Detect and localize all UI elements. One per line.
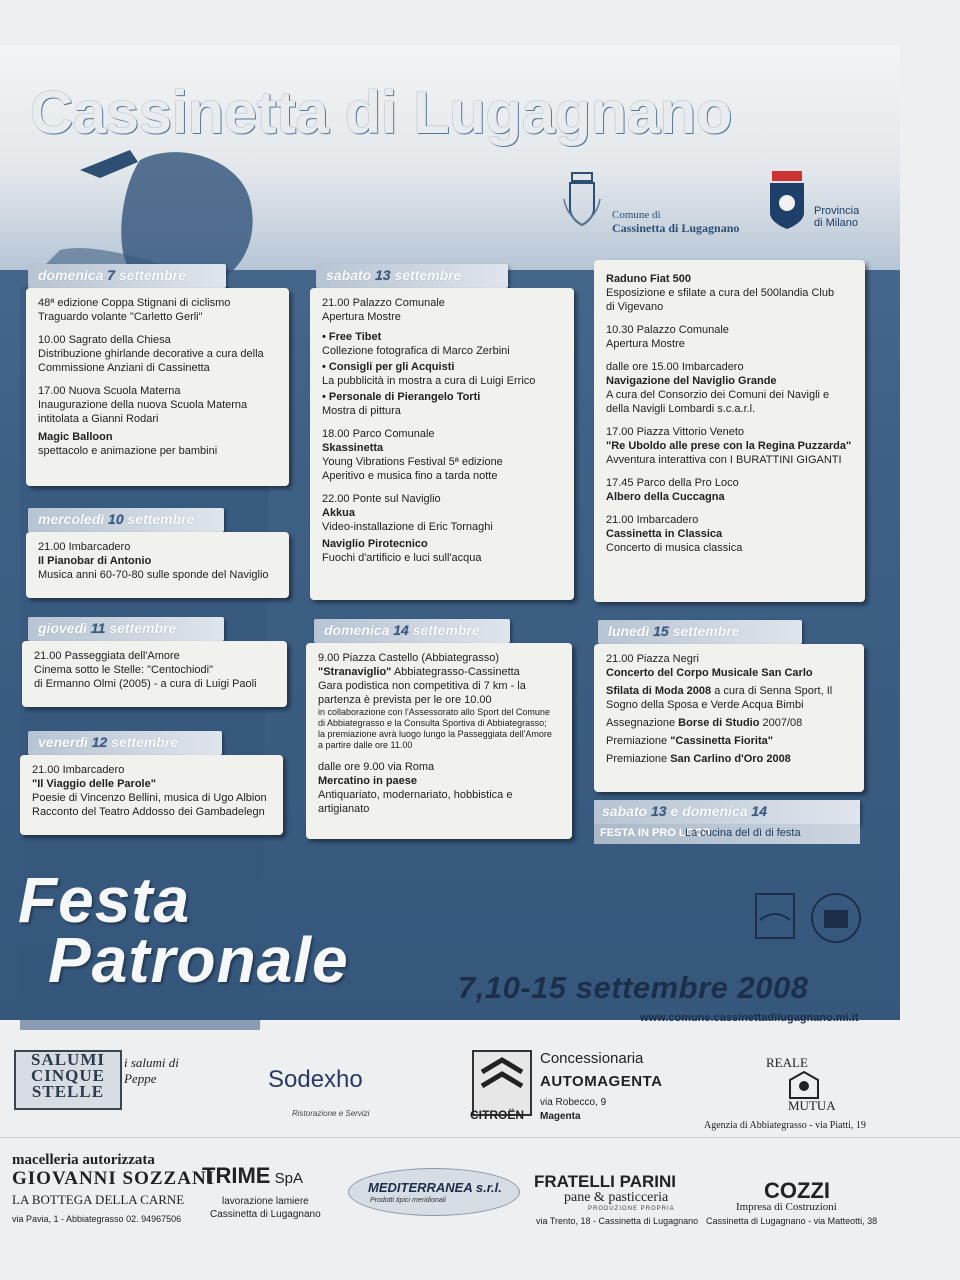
event-line: Esposizione e sfilate a cura del 500landia Club	[606, 287, 835, 299]
event-head: "Re Uboldo alle prese con la Regina Puzzarda"	[606, 440, 852, 452]
event-line: 17.00 Piazza Vittorio Veneto	[606, 426, 745, 438]
event-head: Raduno Fiat 500	[606, 273, 691, 285]
event-line: artigianato	[318, 803, 370, 815]
day-label: domenica	[324, 622, 390, 638]
mediterranea-sub: Prodotti tipici meridionali	[370, 1197, 446, 1204]
program-box-sab13	[310, 288, 574, 600]
macelleria-text: macelleria autorizzata	[12, 1152, 155, 1168]
produzione-text: PRODUZIONE PROPRIA	[588, 1206, 675, 1212]
day-number: 15	[653, 623, 669, 639]
sodexho-sub: Ristorazione e Servizi	[292, 1109, 370, 1118]
program-box-gio11	[22, 641, 287, 707]
mutua-text: MUTUA	[788, 1098, 836, 1113]
automagenta-address: via Robecco, 9	[540, 1097, 607, 1108]
day-number: 12	[91, 734, 108, 750]
comune-line2: Cassinetta di Lugagnano	[612, 221, 740, 235]
event-line: 48ª edizione Coppa Stignani di ciclismo	[38, 297, 231, 309]
event	[322, 296, 564, 324]
event-head: Magic Balloon	[38, 431, 113, 443]
event-line: Mostra di pittura	[322, 405, 401, 417]
event-head: Mercatino in paese	[318, 775, 418, 787]
event-line: Cinema sotto le Stelle: "Centochiodi"	[34, 664, 214, 676]
event-line: Traguardo volante "Carletto Gerli"	[38, 311, 203, 323]
event-line: di Vigevano	[606, 301, 664, 313]
event-head: Naviglio Pirotecnico	[322, 538, 428, 550]
event-line: Gara podistica non competitiva di 7 km - la	[318, 680, 526, 692]
event-line: Sogno della Sposa e Verde Acqua Bimbi	[606, 699, 804, 711]
event-head: Albero della Cuccagna	[606, 491, 725, 503]
event	[606, 476, 855, 504]
event-head: • Free Tibet	[322, 330, 564, 344]
event	[606, 272, 855, 314]
event-line: 21.00 Imbarcadero	[32, 764, 125, 776]
event-line: partenza è prevista per le ore 10.00	[318, 694, 492, 706]
pro-loco-row	[594, 824, 860, 844]
event	[606, 734, 854, 748]
event-head: "Stranaviglio"	[318, 666, 392, 678]
event-line: 10.30 Palazzo Comunale	[606, 324, 729, 336]
event-line: 9.00 Piazza Castello (Abbiategrasso)	[318, 652, 499, 664]
day-label: mercoledì	[38, 511, 105, 527]
day-header-dom7	[28, 264, 226, 288]
day-month: settembre	[109, 620, 177, 636]
program-box-dom14	[306, 643, 572, 839]
event-line: Distribuzione ghirlande decorative a cura della	[38, 348, 264, 360]
event	[322, 537, 564, 565]
event	[38, 384, 279, 426]
reale-crest-icon	[784, 1070, 824, 1100]
event-line: Collezione fotografica di Marco Zerbini	[322, 345, 510, 357]
day-header-gio11	[28, 617, 224, 641]
day-number: 13	[375, 267, 391, 283]
event-head: "Il Viaggio delle Parole"	[32, 778, 156, 790]
day-number: 14	[751, 803, 767, 819]
automagenta-city: Magenta	[540, 1111, 581, 1122]
cozzi-sub: Impresa di Costruzioni	[736, 1201, 837, 1213]
event	[322, 492, 564, 534]
event	[318, 651, 562, 707]
fratelli-parini-text: FRATELLI PARINI	[534, 1172, 676, 1191]
reale-agency: Agenzia di Abbiategrasso - via Piatti, 19	[704, 1120, 866, 1131]
event-head: Cassinetta in Classica	[606, 528, 723, 540]
event-head: Sfilata di Moda 2008	[606, 685, 712, 697]
event-line: Young Vibrations Festival 5ª edizione	[322, 456, 503, 468]
event	[322, 427, 564, 483]
salumi-logo	[14, 1050, 122, 1110]
day-month: settembre	[127, 511, 195, 527]
event	[606, 323, 855, 351]
salumi-text: SALUMI	[30, 1050, 105, 1069]
day-header-lun15	[598, 620, 802, 644]
pro-loco-event: FESTA IN PRO LOCO	[600, 827, 711, 839]
day-month: settembre	[111, 734, 179, 750]
provincia-text	[814, 205, 859, 229]
day-header-dom14	[314, 619, 510, 643]
event-line: Racconto del Teatro Addosso dei Gambadelegn	[32, 806, 265, 818]
day-label: sabato	[326, 267, 372, 283]
day-month: settembre	[672, 623, 740, 639]
pro-loco-desc: La cucina del dì di festa	[685, 827, 801, 839]
event-note	[318, 707, 562, 751]
library-logos	[752, 880, 872, 960]
trime-line3: Cassinetta di Lugagnano	[210, 1209, 321, 1220]
program-box-sab13-cont	[594, 260, 865, 602]
event-line: Poesie di Vincenzo Bellini, musica di Ugo Albion	[32, 792, 267, 804]
website-url[interactable]: www.comune.cassinettadilugagnano.mi.it	[640, 1012, 859, 1024]
event-line: Antiquariato, modernariato, hobbistica e	[318, 789, 513, 801]
event-line: Concerto di musica classica	[606, 542, 743, 554]
event-head: Concerto del Corpo Musicale San Carlo	[606, 667, 813, 679]
cozzi-address: Cassinetta di Lugagnano - via Matteotti, 38	[706, 1216, 878, 1226]
event-line: 21.00 Piazza Negri	[606, 653, 699, 665]
event-line: Fuochi d'artificio e luci sull'acqua	[322, 552, 482, 564]
day-month: settembre	[412, 622, 480, 638]
day-header-sab13	[316, 264, 508, 288]
sponsor-divider	[0, 1137, 960, 1138]
event-line: Inaugurazione della nuova Scuola Materna	[38, 399, 248, 411]
trime-line2: lavorazione lamiere	[222, 1196, 309, 1207]
pro-loco-header	[594, 800, 860, 824]
comune-crest-icon	[562, 169, 602, 227]
day-header-ven12	[28, 731, 222, 755]
day-month: settembre	[118, 267, 186, 283]
day-label: venerdì	[38, 734, 88, 750]
salumi-text: STELLE	[31, 1082, 105, 1101]
event-line: Video-installazione di Eric Tornaghi	[322, 521, 493, 533]
event	[606, 360, 855, 416]
event-line: La pubblicità in mostra a cura di Luigi Errico	[322, 375, 536, 387]
program-box-ven12	[20, 755, 283, 835]
macelleria-address: via Pavia, 1 - Abbiategrasso 02. 94967506	[12, 1214, 182, 1224]
program-box-mer10	[26, 532, 289, 598]
event-line: 18.00 Parco Comunale	[322, 428, 435, 440]
event-head: "Cassinetta Fiorita"	[670, 735, 773, 747]
sodexho-logo: Sodexho	[268, 1066, 363, 1093]
event	[322, 390, 564, 418]
event-head: San Carlino d'Oro 2008	[670, 753, 791, 765]
event	[322, 360, 564, 388]
program-box-dom7	[26, 288, 289, 486]
day-number: 10	[108, 511, 124, 527]
event-head: Il Pianobar di Antonio	[38, 555, 152, 567]
event-line: A cura del Consorzio dei Comuni dei Navigli e	[606, 389, 830, 401]
event-line: 21.00 Palazzo Comunale	[322, 297, 445, 309]
event-head: 17.00 Nuova Scuola Materna	[38, 385, 181, 397]
automagenta-text: AUTOMAGENTA	[540, 1073, 663, 1090]
day-label: domenica	[38, 267, 104, 283]
festa-line2: Patronale	[48, 924, 349, 996]
festa-title	[18, 864, 349, 996]
event	[606, 684, 854, 712]
day-month: settembre	[394, 267, 462, 283]
event-line: spettacolo e animazione per bambini	[38, 445, 218, 457]
concessionaria-text: Concessionaria	[540, 1050, 644, 1067]
cozzi-text: COZZI	[764, 1178, 830, 1203]
event-note-line: a partire dalle ore 11.00	[318, 740, 413, 750]
citroen-chevron-icon	[472, 1050, 532, 1116]
event-line: 21.00 Passeggiata dell'Amore	[34, 650, 180, 662]
trime-name: TRIME	[202, 1163, 271, 1188]
poster-title: Cassinetta di Lugagnano	[30, 79, 732, 146]
event-line: di Ermanno Olmi (2005) - a cura di Luigi Paoli	[34, 678, 257, 690]
event-line: dalle ore 9.00 via Roma	[318, 761, 435, 773]
event-head: • Personale di Pierangelo Torti	[322, 390, 564, 404]
event-note-line: di Abbiategrasso e la Consulta Sportiva di Abbiategrasso;	[318, 718, 547, 728]
comune-logo	[560, 165, 750, 235]
event	[318, 760, 562, 816]
event-line: a cura di Senna Sport, Il	[711, 685, 833, 697]
event-line: 2007/08	[759, 717, 803, 729]
event	[38, 333, 279, 375]
event-line: 21.00 Imbarcadero	[606, 514, 699, 526]
event	[322, 330, 564, 358]
event-line: Assegnazione	[606, 717, 679, 729]
provincia-line2: di Milano	[814, 217, 859, 229]
event-head: Borse di Studio	[678, 717, 760, 729]
event	[38, 296, 279, 324]
event-note-line: la premiazione avrà luogo lungo la Passeggiata dell'Amore	[318, 729, 552, 739]
event-line: Premiazione	[606, 735, 671, 747]
event-line: Apertura Mostre	[606, 338, 685, 350]
trime-logo	[202, 1163, 303, 1189]
mediterranea-text: MEDITERRANEA s.r.l.	[368, 1180, 502, 1195]
event	[606, 716, 854, 730]
event-line: Commissione Anziani di Cassinetta	[38, 362, 210, 374]
day-header-mer10	[28, 508, 224, 532]
day-number: 11	[90, 620, 106, 636]
event-line: Aperitivo e musica fino a tarda notte	[322, 470, 498, 482]
citroen-text: CITROËN	[470, 1108, 524, 1122]
event-line: intitolata a Gianni Rodari	[38, 413, 159, 425]
event-line: Premiazione	[606, 753, 671, 765]
event-line: Abbiategrasso-Cassinetta	[391, 666, 520, 678]
sozzani-text: GIOVANNI SOZZANI	[12, 1168, 216, 1189]
pane-pasticceria-text: pane & pasticceria	[564, 1190, 669, 1205]
salumi-text: CINQUE	[30, 1066, 105, 1085]
trime-spa: SpA	[270, 1170, 303, 1187]
day-label: sabato	[602, 803, 648, 819]
event-head: • Consigli per gli Acquisti	[322, 360, 564, 374]
festa-line1: Festa	[18, 864, 191, 936]
event-line: 21.00 Imbarcadero	[38, 541, 131, 553]
event-line: dalle ore 15.00 Imbarcadero	[606, 361, 744, 373]
reale-text: REALE	[766, 1055, 808, 1070]
event-note-line: in collaborazione con l'Assessorato allo Sport del Comune	[318, 707, 550, 717]
day-label: e domenica	[670, 803, 748, 819]
peppe-text: i salumi di Peppe	[124, 1055, 179, 1086]
provincia-shield-icon	[766, 169, 808, 231]
event-line: 22.00 Ponte sul Naviglio	[322, 493, 441, 505]
event-head: Akkua	[322, 507, 356, 519]
bottega-text: LA BOTTEGA DELLA CARNE	[12, 1192, 185, 1207]
event	[606, 752, 854, 766]
event	[606, 513, 855, 555]
event	[606, 425, 855, 467]
event	[38, 430, 279, 458]
event-line: Apertura Mostre	[322, 311, 401, 323]
comune-line1: Comune di	[612, 209, 661, 221]
fratelli-address: via Trento, 18 - Cassinetta di Lugagnano	[536, 1216, 699, 1226]
day-number: 14	[393, 622, 409, 638]
day-number: 13	[651, 803, 667, 819]
day-label: lunedì	[608, 623, 650, 639]
event-line: Avventura interattiva con I BURATTINI GIGANTI	[606, 454, 842, 466]
provincia-logo	[762, 165, 872, 235]
event	[606, 652, 854, 680]
program-box-lun15	[594, 644, 864, 792]
event-head: 10.00 Sagrato della Chiesa	[38, 334, 171, 346]
provincia-line1: Provincia	[814, 205, 860, 217]
festival-dates: 7,10-15 settembre 2008	[458, 970, 809, 1005]
event-line: 17.45 Parco della Pro Loco	[606, 477, 739, 489]
day-number: 7	[107, 267, 116, 283]
event-head: Navigazione del Naviglio Grande	[606, 375, 777, 387]
day-label: giovedì	[38, 620, 88, 636]
event-line: Musica anni 60-70-80 sulle sponde del Naviglio	[38, 569, 269, 581]
event-head: Skassinetta	[322, 442, 384, 454]
event-line: della Navigli Lombardi s.c.a.r.l.	[606, 403, 756, 415]
